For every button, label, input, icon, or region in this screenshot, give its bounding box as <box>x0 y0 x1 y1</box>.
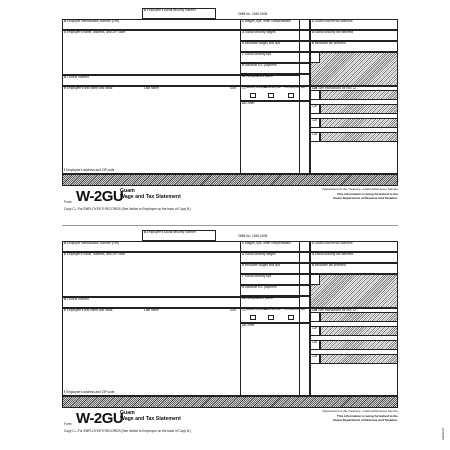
form-word: Form <box>64 200 72 204</box>
perforation-line <box>62 225 398 226</box>
box-12d-code[interactable] <box>310 132 320 142</box>
box-13-cap-statutory: Statutory employee <box>246 86 267 89</box>
box-2-label: 2Guam income tax withheld <box>312 241 353 245</box>
box-12a-label: 12aSee instructions for box 12 <box>312 308 357 312</box>
box-13-cap-sickpay: Third-party sick pay <box>284 308 305 311</box>
side-product-code: LW2GUC <box>441 427 445 440</box>
box-11-label: 11Nonqualified plans <box>242 296 273 300</box>
box-3-label: 3Social security wages <box>242 30 276 34</box>
form-title: W-2GU <box>76 410 124 427</box>
copy-c-line: Copy C—For EMPLOYEE'S RECORDS (See Notice to Employee on the back of Copy B.) <box>64 207 191 211</box>
box-12d-shade <box>320 132 398 142</box>
box-12b-label: 12b <box>312 104 318 108</box>
box-9-label: 9Advance EIC payment <box>242 63 277 67</box>
box-d-label: dControl number <box>64 75 89 79</box>
guam-label: Guam <box>120 410 135 416</box>
box-12d-code[interactable] <box>310 354 320 364</box>
info-line-1: This information is being furnished to the <box>336 192 398 196</box>
info-line-2: Guam Department of Revenue and Taxation. <box>333 418 398 422</box>
box-f-label: fEmployee's address and ZIP code <box>64 390 115 394</box>
box-3-label: 3Social security wages <box>242 252 276 256</box>
box-12b-label: 12b <box>312 326 318 330</box>
box-b-label: bEmployer identification number (EIN) <box>64 241 120 245</box>
box-d-label: dControl number <box>64 297 89 301</box>
box-13-label: 13 <box>242 86 246 90</box>
third-party-sick-pay-checkbox[interactable] <box>288 315 294 320</box>
box-13-cap-statutory: Statutory employee <box>246 308 267 311</box>
shaded-notch <box>310 52 320 63</box>
box-9-label: 9Advance EIC payment <box>242 285 277 289</box>
box-5-label: 5Medicare wages and tips <box>242 41 281 45</box>
third-party-sick-pay-checkbox[interactable] <box>288 93 294 98</box>
box-1-label: 1Wages, tips, other compensation <box>242 241 292 245</box>
shaded-band-bottom <box>62 174 398 186</box>
ssn-label: aEmployee's social security number <box>144 230 196 234</box>
box-12c-shade <box>320 118 398 128</box>
box-12c-code[interactable] <box>310 118 320 128</box>
guam-label: Guam <box>120 188 135 194</box>
box-e-label: eEmployee's first name and initial <box>64 86 113 90</box>
box-e-suffix: Suff. <box>230 308 237 312</box>
shaded-notch <box>310 274 320 285</box>
box-c-label: cEmployer's name, address, and ZIP code <box>64 30 126 34</box>
shaded-area-upper <box>310 52 398 86</box>
dept-line: Department of the Treasury—Internal Revenue Service <box>322 187 398 191</box>
box-4-label: 4Social security tax withheld <box>312 252 354 256</box>
form-subtitle: Wage and Tax Statement <box>120 416 181 422</box>
box-e-suffix: Suff. <box>230 86 237 90</box>
box-12d-label: 12d <box>312 132 318 136</box>
box-2-label: 2Guam income tax withheld <box>312 19 353 23</box>
omb-label: OMB No. 1545-0008 <box>238 12 268 16</box>
box-e-lastname: Last name <box>144 308 159 312</box>
box-12a-code[interactable] <box>310 90 320 100</box>
box-14-label: 14Other <box>242 101 255 105</box>
box-12c-label: 12c <box>312 118 318 122</box>
box-14[interactable] <box>240 101 310 174</box>
box-12c-shade <box>320 340 398 350</box>
box-12a-code[interactable] <box>310 312 320 322</box>
box-12d-label: 12d <box>312 354 318 358</box>
box-e-lastname: Last name <box>144 86 159 90</box>
box-4-label: 4Social security tax withheld <box>312 30 354 34</box>
statutory-employee-checkbox[interactable] <box>250 93 256 98</box>
box-6-label: 6Medicare tax withheld <box>312 41 346 45</box>
box-13-label: 13 <box>242 308 246 312</box>
form-copy-bottom <box>62 228 398 444</box>
omb-label: OMB No. 1545-0008 <box>238 234 268 238</box>
box-12c-label: 12c <box>312 340 318 344</box>
box-12a-shade <box>320 90 398 100</box>
statutory-employee-checkbox[interactable] <box>250 315 256 320</box>
form-title: W-2GU <box>76 188 124 205</box>
box-7-label: 7Social security tips <box>242 52 272 56</box>
box-13-cap-retirement: Retirement plan <box>264 308 281 311</box>
box-1-label: 1Wages, tips, other compensation <box>242 19 292 23</box>
retirement-plan-checkbox[interactable] <box>268 93 274 98</box>
box-6-label: 6Medicare tax withheld <box>312 263 346 267</box>
w2gu-sheet <box>62 6 398 444</box>
box-12a-shade <box>320 312 398 322</box>
box-c-label: cEmployer's name, address, and ZIP code <box>64 252 126 256</box>
box-7-label: 7Social security tips <box>242 274 272 278</box>
box-e-label: eEmployee's first name and initial <box>64 308 113 312</box>
copy-c-line: Copy C—For EMPLOYEE'S RECORDS (See Notice to Employee on the back of Copy B.) <box>64 429 191 433</box>
info-line-1: This information is being furnished to the <box>336 414 398 418</box>
box-13-cap-retirement: Retirement plan <box>264 86 281 89</box>
box-12b-shade <box>320 326 398 336</box>
box-11-label: 11Nonqualified plans <box>242 74 273 78</box>
box-f-label: fEmployee's address and ZIP code <box>64 168 115 172</box>
box-14[interactable] <box>240 323 310 396</box>
form-copy-top <box>62 6 398 224</box>
box-12b-shade <box>320 104 398 114</box>
retirement-plan-checkbox[interactable] <box>268 315 274 320</box>
box-13-cap-sickpay: Third-party sick pay <box>284 86 305 89</box>
box-b-label: bEmployer identification number (EIN) <box>64 19 120 23</box>
ssn-label: aEmployee's social security number <box>144 8 196 12</box>
form-word: Form <box>64 422 72 426</box>
form-subtitle: Wage and Tax Statement <box>120 194 181 200</box>
box-12d-shade <box>320 354 398 364</box>
box-12b-code[interactable] <box>310 104 320 114</box>
shaded-band-bottom <box>62 396 398 408</box>
shaded-area-upper <box>310 274 398 308</box>
info-line-2: Guam Department of Revenue and Taxation. <box>333 196 398 200</box>
box-12a-label: 12aSee instructions for box 12 <box>312 86 357 90</box>
box-14-label: 14Other <box>242 323 255 327</box>
box-12c-code[interactable] <box>310 340 320 350</box>
dept-line: Department of the Treasury—Internal Revenue Service <box>322 409 398 413</box>
box-5-label: 5Medicare wages and tips <box>242 263 281 267</box>
box-12b-code[interactable] <box>310 326 320 336</box>
